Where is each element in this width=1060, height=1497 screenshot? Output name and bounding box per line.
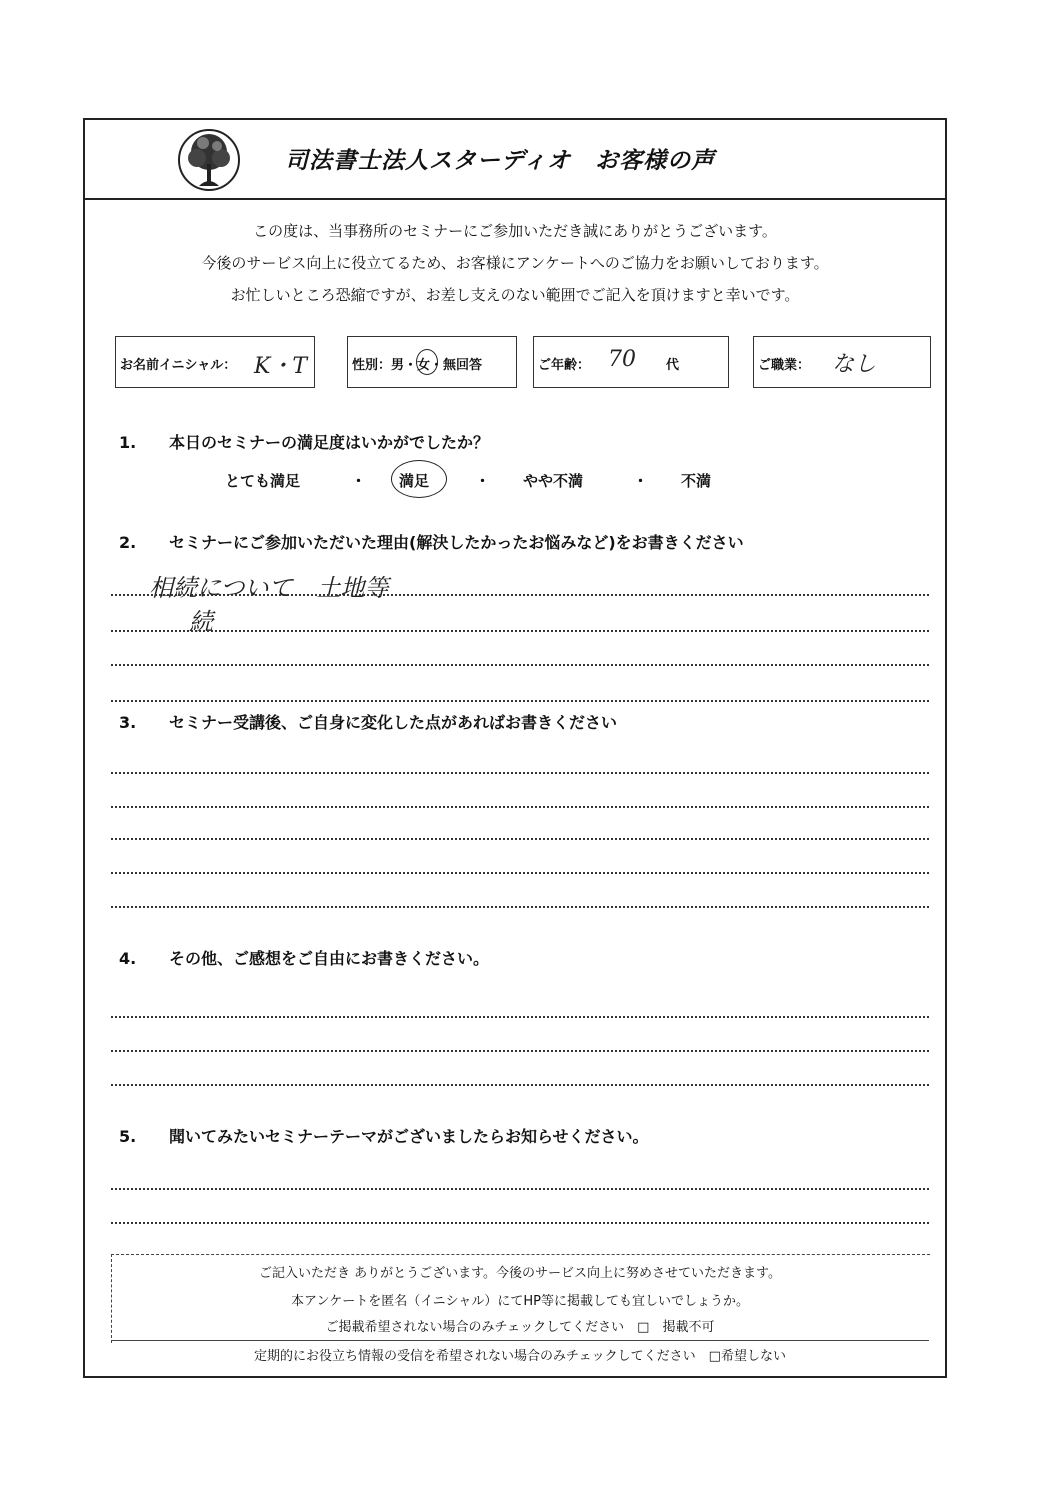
answer-line <box>111 700 929 702</box>
gender-selected-circle <box>416 349 438 375</box>
answer-line <box>111 872 929 874</box>
choice-very-satisfied[interactable]: とても満足 <box>225 472 301 490</box>
question-1: 1. 本日のセミナーの満足度はいかがでしたか？ <box>119 433 490 452</box>
footer-info-checkbox[interactable]: 定期的にお役立ち情報の受信を希望されない場合のみチェックしてください □希望しない <box>111 1340 929 1364</box>
separator: ・ <box>351 472 367 490</box>
survey-sheet <box>83 118 947 1378</box>
gender-field[interactable] <box>347 336 517 388</box>
intro-line: お忙しいところ恐縮ですが、お差し支えのない範囲でご記入を頂けますと幸いです。 <box>230 286 800 304</box>
answer-line <box>111 772 929 774</box>
answer-line <box>111 1016 929 1018</box>
intro-line: 今後のサービス向上に役立てるため、お客様にアンケートへのご協力をお願いしております。 <box>201 254 829 272</box>
answer-line <box>111 1222 929 1224</box>
question-3: 3. セミナー受講後、ご自身に変化した点があればお書きください <box>119 713 618 732</box>
answer-line <box>111 1188 929 1190</box>
satisfied-selected-circle <box>391 460 447 498</box>
answer-line <box>111 1050 929 1052</box>
answer-line <box>111 664 929 666</box>
answer-line <box>111 806 929 808</box>
job-field[interactable] <box>753 336 931 388</box>
footer-publish-checkbox[interactable]: ご掲載希望されない場合のみチェックしてください □ 掲載不可 <box>325 1320 715 1335</box>
question-4: 4. その他、ご感想をご自由にお書きください。 <box>119 949 490 968</box>
question-5: 5. 聞いてみたいセミナーテーマがございましたらお知らせください。 <box>119 1127 649 1146</box>
header <box>85 120 945 200</box>
gender-label: 性別：男・女・無回答 <box>352 358 483 373</box>
age-suffix: 代 <box>666 358 680 373</box>
initial-label: お名前イニシャル： <box>120 358 237 373</box>
question-2: 2. セミナーにご参加いただいた理由(解決したかったお悩みなど)をお書きください <box>119 533 744 552</box>
page-title: 司法書士法人スターディオ お客様の声 <box>285 148 716 174</box>
answer-line <box>111 1084 929 1086</box>
footer-publish-question: 本アンケートを匿名（イニシャル）にてHP等に掲載しても宜しいでしょうか。 <box>290 1294 750 1309</box>
age-label: ご年齢： <box>538 358 591 373</box>
footer <box>111 1254 929 1378</box>
answer-2-line-1[interactable]: 相続について 土地等 <box>149 574 389 602</box>
choice-slightly-unsatisfied[interactable]: やや不満 <box>523 472 584 490</box>
separator: ・ <box>475 472 491 490</box>
answer-line <box>111 594 929 596</box>
initial-value: K・T <box>254 354 308 379</box>
intro-line: この度は、当事務所のセミナーにご参加いただき誠にありがとうございます。 <box>253 222 777 240</box>
answer-line <box>111 838 929 840</box>
answer-line <box>111 630 929 632</box>
choice-satisfied[interactable]: 満足 <box>399 472 430 490</box>
answer-line <box>111 906 929 908</box>
footer-thanks: ご記入いただき ありがとうございます。今後のサービス向上に努めさせていただきます。 <box>258 1266 782 1281</box>
job-label: ご職業： <box>758 358 811 373</box>
age-value: 70 <box>608 347 636 372</box>
initial-field[interactable] <box>115 336 315 388</box>
separator: ・ <box>633 472 649 490</box>
age-field[interactable] <box>533 336 729 388</box>
answer-2-line-2[interactable]: 続 <box>189 608 213 636</box>
tree-logo-icon <box>177 128 241 192</box>
choice-unsatisfied[interactable]: 不満 <box>681 472 712 490</box>
job-value: なし <box>832 352 877 377</box>
